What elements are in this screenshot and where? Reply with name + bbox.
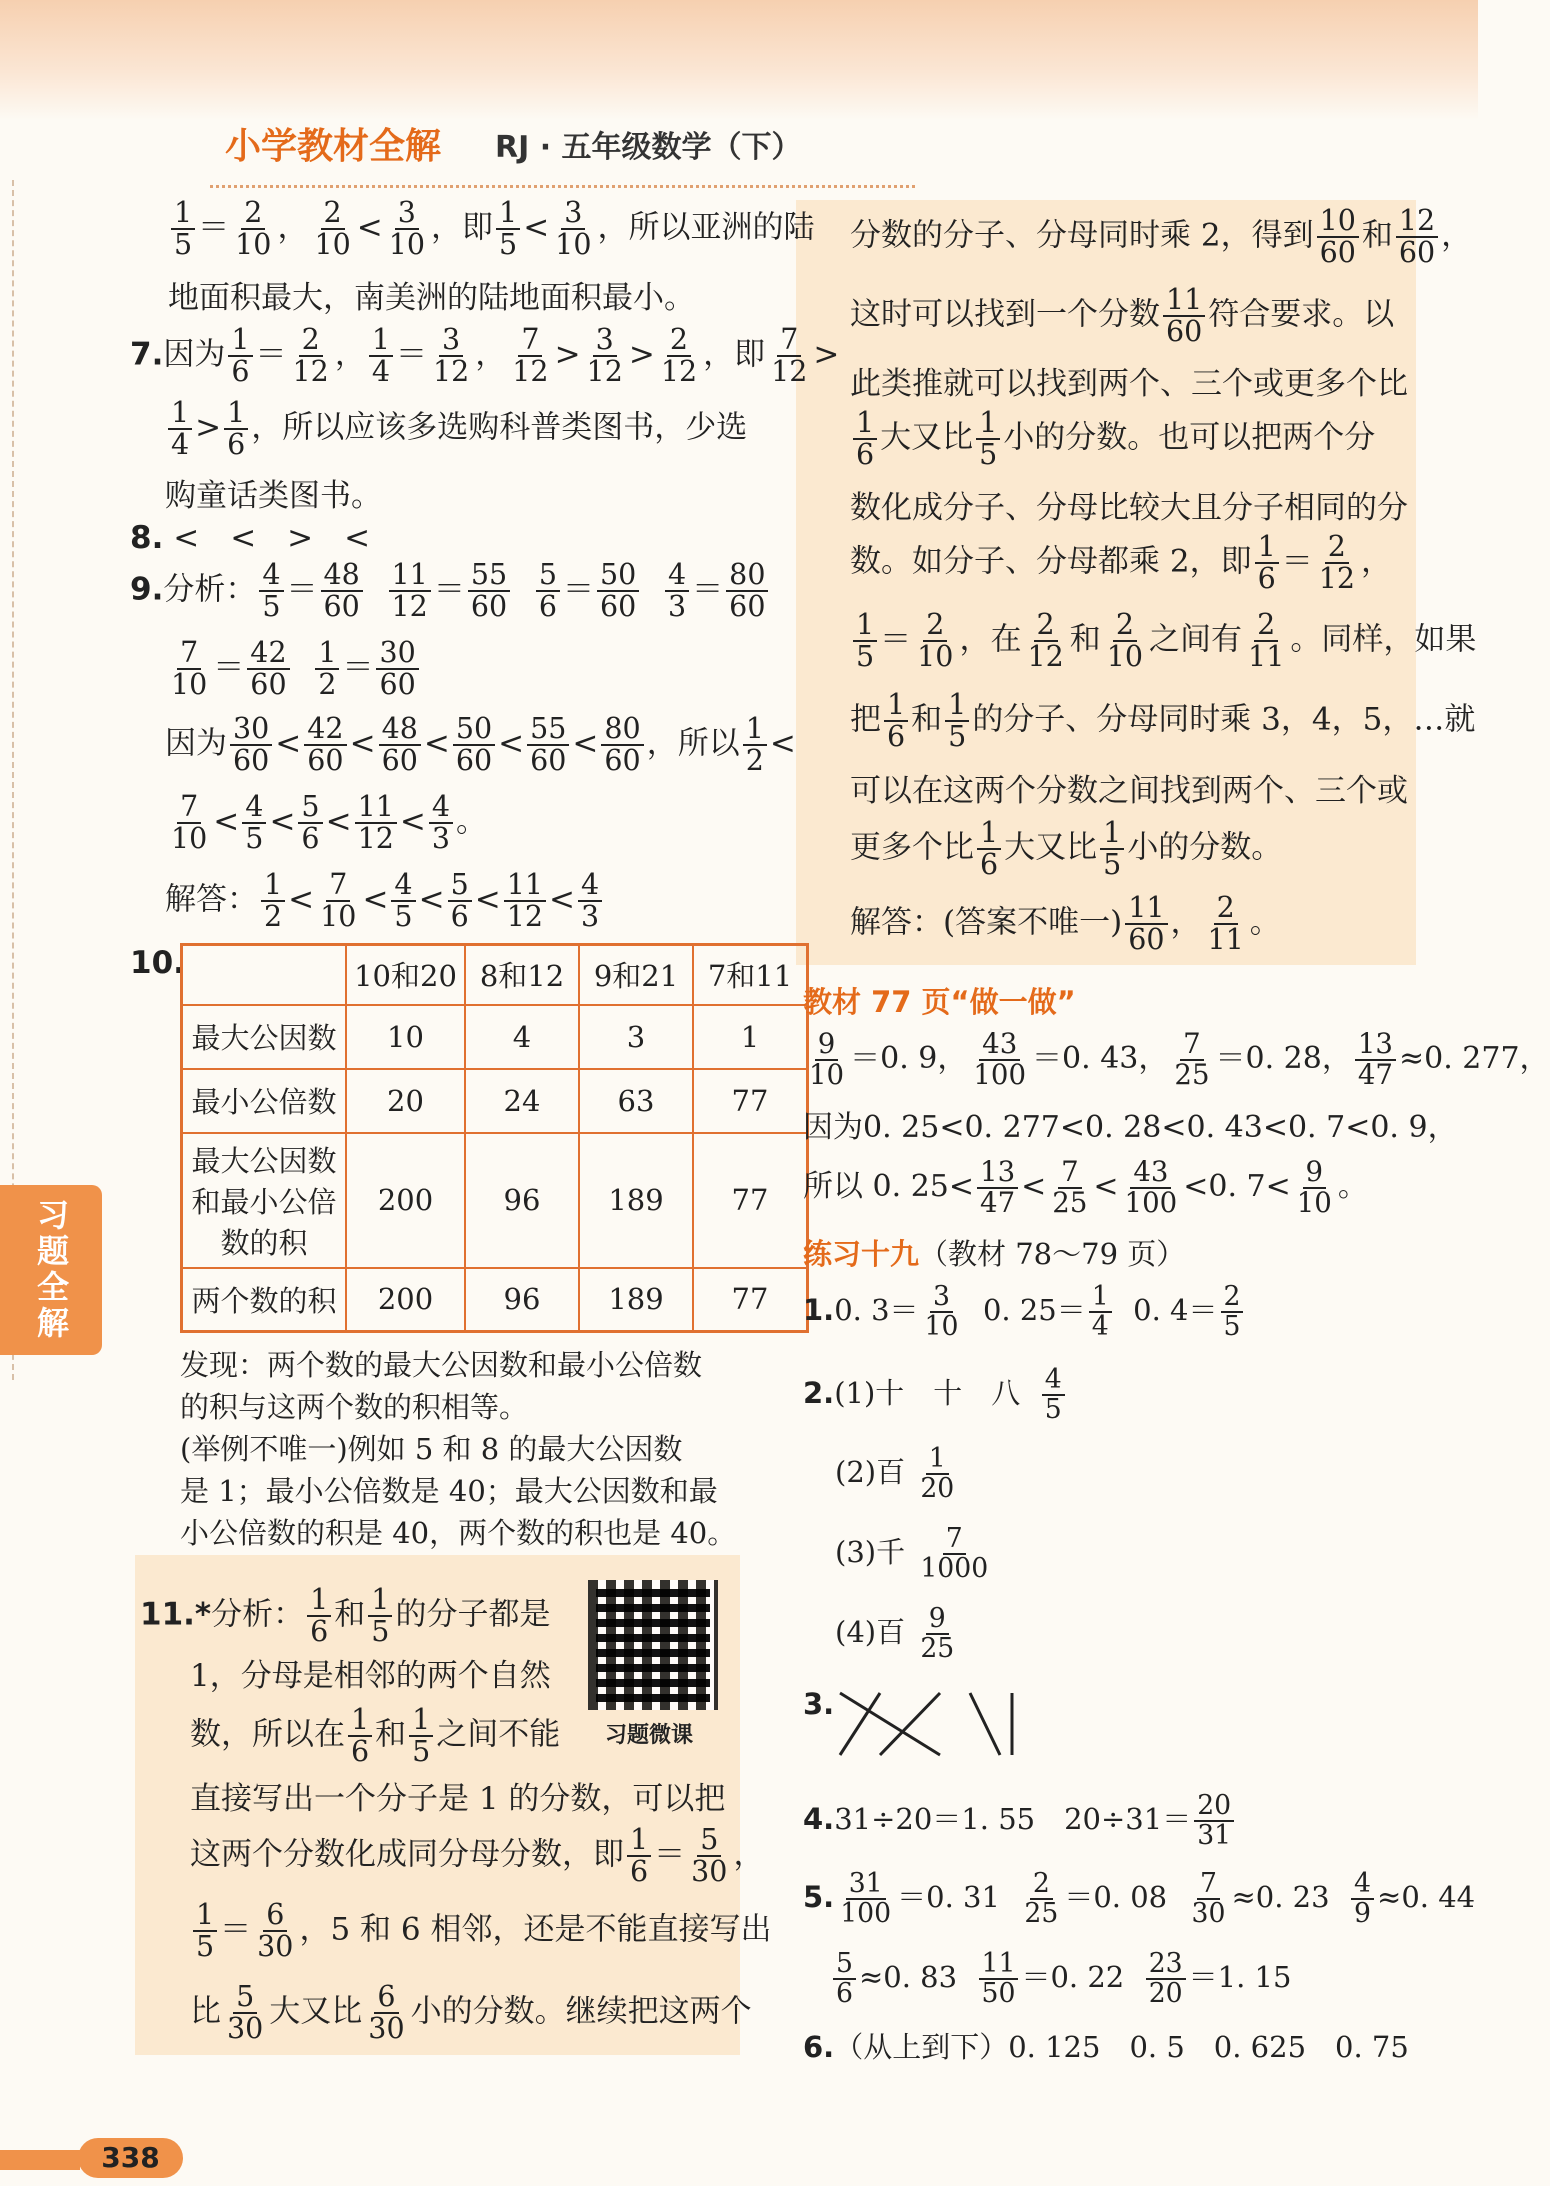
fraction: $\frac{13}{47}$: [977, 1158, 1018, 1218]
fraction: $\frac{42}{60}$: [247, 638, 289, 700]
q11-line-6: $\frac{1}{5}$ ＝ $\frac{6}{30}$ ，5 和 6 相邻，还是不能直接写出: [190, 1900, 771, 1962]
right-line-8: 把 $\frac{1}{6}$ 和 $\frac{1}{5}$ 的分子、分母同时乘 3，4，5，…就: [850, 688, 1476, 753]
fraction: $\frac{1}{5}$: [409, 1705, 433, 1767]
fraction: $\frac{1}{6}$: [224, 398, 248, 460]
exercise-19-heading: 练习十九（教材 78～79 页）: [803, 1237, 1186, 1271]
table-cell: 96: [465, 1268, 579, 1332]
fraction: $\frac{10}{60}$: [1317, 206, 1359, 268]
fraction: $\frac{1}{2}$: [261, 870, 285, 932]
q10-find-3: (举例不唯一)例如 5 和 8 的最大公因数: [180, 1432, 683, 1466]
qr-code-pattern: [596, 1588, 710, 1702]
fraction: $\frac{7}{30}$: [1191, 1868, 1226, 1930]
q10-table: [180, 943, 809, 1333]
fraction: $\frac{2}{10}$: [314, 196, 351, 261]
fraction: $\frac{2}{10}$: [917, 608, 954, 673]
fraction: $\frac{12}{60}$: [1396, 206, 1438, 268]
right-line-6: 数。如分子、分母都乘 2，即 $\frac{1}{6}$ ＝ $\frac{2}{12}$ ，: [850, 530, 1393, 595]
fraction: $\frac{80}{60}$: [726, 560, 768, 622]
q11-line-7: 比 $\frac{5}{30}$ 大又比 $\frac{6}{30}$ 小的分数。继续把这两个: [190, 1980, 752, 2045]
q11-line-2: 1，分母是相邻的两个自然: [190, 1658, 551, 1694]
fraction: $\frac{1}{5}$: [496, 198, 520, 260]
table-cell: 77: [693, 1133, 808, 1268]
e6-line: 6.（从上到下）0. 125 0. 5 0. 625 0. 75: [803, 2030, 1409, 2064]
fraction: $\frac{1}{5}$: [945, 690, 969, 752]
fraction: $\frac{11}{60}$: [1125, 893, 1167, 955]
fraction: $\frac{55}{60}$: [468, 560, 510, 622]
book-subtitle: RJ · 五年级数学（下）: [495, 130, 802, 165]
e5-line-2: $\frac{5}{6}$ ≈0. 83 $\frac{11}{50}$ ＝0. 22 $\frac{23}{20}$ ＝1. 15: [830, 1950, 1291, 2008]
fraction: $\frac{2}{11}$: [1248, 608, 1285, 673]
fraction: $\frac{6}{30}$: [257, 1898, 294, 1963]
table-cell: 77: [693, 1268, 808, 1332]
e2-line-4: (4)百 $\frac{9}{25}$: [835, 1605, 960, 1663]
fraction: $\frac{1}{2}$: [315, 638, 339, 700]
fraction: $\frac{2}{5}$: [1221, 1283, 1244, 1341]
right-line-2: 这时可以找到一个分数 $\frac{11}{60}$ 符合要求。以: [850, 283, 1395, 348]
fraction: $\frac{9}{10}$: [1296, 1155, 1332, 1219]
q10-find-1: 发现：两个数的最大公因数和最小公倍数: [180, 1348, 703, 1382]
fraction: $\frac{80}{60}$: [601, 714, 643, 776]
q11-line-1: 11.*分析： $\frac{1}{6}$ 和 $\frac{1}{5}$ 的分子都是: [140, 1583, 551, 1648]
fraction: $\frac{1}{6}$: [307, 1585, 331, 1647]
fraction: $\frac{4}{3}$: [665, 560, 689, 622]
q10-find-5: 小公倍数的积是 40，两个数的积也是 40。: [180, 1516, 737, 1550]
fraction: $\frac{1}{5}$: [1100, 818, 1124, 880]
fraction: $\frac{43}{100}$: [973, 1027, 1027, 1091]
fraction: $\frac{11}{60}$: [1163, 285, 1205, 347]
fraction: $\frac{9}{10}$: [809, 1027, 845, 1091]
fraction: $\frac{1}{6}$: [884, 690, 908, 752]
right-line-9: 可以在这两个分数之间找到两个、三个或: [850, 773, 1408, 809]
s77-line-3: 所以 0. 25< $\frac{13}{47}$ < $\frac{7}{25}$ < $\frac{43}{100}$ <0. 7< $\frac{9}{10}$ 。: [803, 1155, 1368, 1219]
s77-line-2: 因为0. 25<0. 277<0. 28<0. 43<0. 7<0. 9，: [803, 1110, 1458, 1145]
fraction: $\frac{2}{12}$: [1318, 530, 1356, 595]
fraction: $\frac{4}{3}$: [429, 792, 453, 854]
q11-line-4: 直接写出一个分子是 1 的分数，可以把: [190, 1781, 726, 1817]
q9-line-1: 9.分析： $\frac{4}{5}$ ＝ $\frac{48}{60}$ $\frac{11}{12}$ ＝ $\frac{55}{60}$ $\frac{5}{6}$ ＝ $\frac{50}{60}$ $\frac{4}{3}$ ＝ $\frac{80}{60}$: [130, 560, 771, 622]
header-rule: [210, 185, 915, 188]
fraction: $\frac{1}{4}$: [168, 398, 192, 460]
fraction: $\frac{1}{4}$: [1089, 1283, 1112, 1341]
table-cell: 20: [346, 1069, 465, 1133]
fraction: $\frac{1}{4}$: [369, 325, 393, 387]
fraction: $\frac{1}{6}$: [1255, 532, 1279, 594]
fraction: $\frac{2}{12}$: [292, 323, 329, 388]
qr-label: 习题微课: [605, 1723, 694, 1748]
table-cell: 200: [346, 1268, 465, 1332]
table-cell: 24: [465, 1069, 579, 1133]
fraction: $\frac{13}{47}$: [1355, 1030, 1396, 1090]
fraction: $\frac{7}{12}$: [512, 323, 549, 388]
table-header: 10和20: [346, 945, 465, 1005]
q7-line-2: $\frac{1}{4}$ > $\frac{1}{6}$ ，所以应该多选购科普类图书，少选: [165, 398, 747, 460]
fraction: $\frac{4}{3}$: [578, 870, 602, 932]
q8-line: 8. < < > <: [130, 520, 371, 556]
q9-answer: 解答： $\frac{1}{2}$ < $\frac{7}{10}$ < $\frac{4}{5}$ < $\frac{5}{6}$ < $\frac{11}{12}$ < $\frac{4}{3}$: [165, 870, 605, 932]
table-cell: 最大公因数和最小公倍数的积: [182, 1133, 347, 1268]
table-header: 8和12: [465, 945, 579, 1005]
fraction: $\frac{9}{25}$: [920, 1603, 955, 1665]
fraction: $\frac{1}{5}$: [368, 1585, 392, 1647]
table-cell: 200: [346, 1133, 465, 1268]
fraction: $\frac{1}{5}$: [171, 198, 195, 260]
fraction: $\frac{30}{60}$: [376, 638, 418, 700]
fraction: $\frac{11}{12}$: [504, 870, 546, 932]
fraction: $\frac{2}{10}$: [235, 196, 272, 261]
fraction: $\frac{20}{31}$: [1194, 1792, 1234, 1850]
fraction: $\frac{4}{5}$: [1042, 1366, 1065, 1424]
fraction: $\frac{2}{12}$: [1027, 608, 1064, 673]
page-number: 338: [78, 2138, 183, 2178]
table-cell: 两个数的积: [182, 1268, 347, 1332]
table-cell: 3: [579, 1005, 693, 1069]
left-line-2: 地面积最大，南美洲的陆地面积最小。: [168, 280, 695, 316]
fraction: $\frac{1}{5}$: [976, 408, 1000, 470]
fraction: $\frac{11}{12}$: [389, 560, 431, 622]
e3-matching-lines: [830, 1685, 1030, 1760]
fraction: $\frac{7}{10}$: [320, 868, 357, 933]
fraction: $\frac{11}{50}$: [979, 1950, 1019, 2008]
table-cell: 189: [579, 1133, 693, 1268]
table-cell: 最小公倍数: [182, 1069, 347, 1133]
q10-number: 10.: [130, 945, 185, 981]
fraction: $\frac{55}{60}$: [527, 714, 569, 776]
fraction: $\frac{5}{6}$: [536, 560, 560, 622]
fraction: $\frac{3}{10}$: [555, 196, 592, 261]
right-line-7: $\frac{1}{5}$ ＝ $\frac{2}{10}$ ，在 $\frac{2}{12}$ 和 $\frac{2}{10}$ 之间有 $\frac{2}{11}$ 。同样，如果: [850, 610, 1476, 672]
fraction: $\frac{48}{60}$: [321, 560, 363, 622]
fraction: $\frac{3}{10}$: [924, 1281, 959, 1343]
fraction: $\frac{2}{11}$: [1207, 891, 1244, 956]
fraction: $\frac{5}{6}$: [298, 792, 322, 854]
fraction: $\frac{7}{10}$: [171, 790, 208, 855]
fraction: $\frac{5}{6}$: [448, 870, 472, 932]
fraction: $\frac{1}{6}$: [627, 1825, 651, 1887]
fraction: $\frac{4}{5}$: [391, 870, 415, 932]
fraction: $\frac{1}{6}$: [853, 408, 877, 470]
table-cell: 最大公因数: [182, 1005, 347, 1069]
q9-line-2: $\frac{7}{10}$ ＝ $\frac{42}{60}$ $\frac{1}{2}$ ＝ $\frac{30}{60}$: [165, 638, 422, 700]
table-header: 7和11: [693, 945, 808, 1005]
fraction: $\frac{48}{60}$: [379, 714, 421, 776]
fraction: $\frac{1}{5}$: [193, 1900, 217, 1962]
fraction: $\frac{1}{6}$: [348, 1705, 372, 1767]
fraction: $\frac{3}{10}$: [388, 196, 426, 261]
table-cell: 189: [579, 1268, 693, 1332]
q7-line-1: 7.因为 $\frac{1}{6}$ ＝ $\frac{2}{12}$ ， $\frac{1}{4}$ ＝ $\frac{3}{12}$ ， $\frac{7}{12}$ > $\frac{3}{12}$ > $\frac{2}{12}$ ，即 $\frac{7}{12}$ >: [130, 323, 840, 388]
right-line-4: $\frac{1}{6}$ 大又比 $\frac{1}{5}$ 小的分数。也可以把两个分: [850, 408, 1375, 470]
fraction: $\frac{50}{60}$: [453, 714, 495, 776]
e2-line-1: 2.(1)十 十 八 $\frac{4}{5}$: [803, 1366, 1068, 1424]
fraction: $\frac{5}{30}$: [691, 1823, 728, 1888]
fraction: $\frac{6}{30}$: [368, 1980, 405, 2045]
header-band: [0, 0, 1478, 120]
table-header: 9和21: [579, 945, 693, 1005]
fraction: $\frac{1}{6}$: [977, 818, 1001, 880]
fraction: $\frac{1}{20}$: [920, 1443, 955, 1505]
side-tab[interactable]: 习题全解: [0, 1185, 102, 1355]
fraction: $\frac{5}{30}$: [227, 1980, 264, 2045]
section-77-heading: 教材 77 页“做一做”: [803, 985, 1076, 1019]
right-line-3: 此类推就可以找到两个、三个或更多个比: [850, 366, 1408, 402]
footer-bar: [0, 2150, 80, 2170]
s77-line-1: $\frac{9}{10}$ ＝0. 9， $\frac{43}{100}$ ＝0. 43， $\frac{7}{25}$ ＝0. 28， $\frac{13}{47}$ ≈0. 277，: [803, 1030, 1550, 1090]
table-cell: 96: [465, 1133, 579, 1268]
q10-find-2: 的积与这两个数的积相等。: [180, 1390, 529, 1424]
fraction: $\frac{7}{1000}$: [920, 1523, 989, 1585]
fraction: $\frac{30}{60}$: [230, 714, 272, 776]
fraction: $\frac{1}{5}$: [853, 610, 877, 672]
fraction: $\frac{7}{10}$: [171, 636, 208, 701]
table-header: [182, 945, 347, 1005]
fraction: $\frac{42}{60}$: [304, 714, 346, 776]
q11-line-3: 数，所以在 $\frac{1}{6}$ 和 $\frac{1}{5}$ 之间不能: [190, 1703, 561, 1768]
e1-line: 1.0. 3＝ $\frac{3}{10}$ 0. 25＝ $\frac{1}{4}$ 0. 4＝ $\frac{2}{5}$: [803, 1283, 1246, 1341]
e2-line-3: (3)千 $\frac{7}{1000}$: [835, 1525, 994, 1583]
fraction: $\frac{2}{12}$: [660, 323, 698, 388]
fraction: $\frac{31}{100}$: [840, 1868, 892, 1930]
fraction: $\frac{3}{12}$: [432, 323, 470, 388]
q9-line-4: $\frac{7}{10}$ < $\frac{4}{5}$ < $\frac{5}{6}$ < $\frac{11}{12}$ < $\frac{4}{3}$ 。: [165, 792, 487, 854]
right-line-10: 更多个比 $\frac{1}{6}$ 大又比 $\frac{1}{5}$ 小的分数。: [850, 816, 1283, 881]
fraction: $\frac{4}{5}$: [242, 792, 266, 854]
fraction: $\frac{5}{6}$: [833, 1950, 856, 2008]
right-line-5: 数化成分子、分母比较大且分子相同的分: [850, 490, 1408, 526]
fraction: $\frac{7}{12}$: [771, 323, 808, 388]
q10-find-4: 是 1；最小公倍数是 40；最大公因数和最: [180, 1474, 718, 1508]
table-cell: 10: [346, 1005, 465, 1069]
table-cell: 4: [465, 1005, 579, 1069]
e2-line-2: (2)百 $\frac{1}{20}$: [835, 1445, 960, 1503]
fraction: $\frac{23}{20}$: [1146, 1950, 1186, 2008]
e3-number: 3.: [803, 1687, 835, 1721]
left-line-1: $\frac{1}{5}$ ＝ $\frac{2}{10}$ ， $\frac{2}{10}$ < $\frac{3}{10}$ ，即 $\frac{1}{5}$ < $\frac{3}{10}$ ，所以亚洲的陆: [168, 198, 814, 260]
fraction: $\frac{7}{25}$: [1052, 1155, 1088, 1219]
right-answer: 解答：(答案不唯一) $\frac{11}{60}$ ， $\frac{2}{11}$ 。: [850, 891, 1281, 956]
fraction: $\frac{1}{6}$: [228, 325, 252, 387]
q11-line-5: 这两个分数化成同分母分数，即 $\frac{1}{6}$ ＝ $\frac{5}{30}$ ，: [190, 1823, 765, 1888]
fraction: $\frac{7}{25}$: [1174, 1027, 1210, 1091]
fraction: $\frac{2}{10}$: [1106, 608, 1144, 673]
fraction: $\frac{1}{2}$: [743, 714, 767, 776]
e5-line-1: 5. $\frac{31}{100}$ ＝0. 31 $\frac{2}{25}$ ＝0. 08 $\frac{7}{30}$ ≈0. 23 $\frac{4}{9}$ ≈0. 44: [803, 1868, 1476, 1930]
table-cell: 63: [579, 1069, 693, 1133]
q7-line-3: 购童话类图书。: [165, 478, 382, 514]
fraction: $\frac{50}{60}$: [597, 560, 639, 622]
table-cell: 1: [693, 1005, 808, 1069]
q9-line-3: 因为 $\frac{30}{60}$ < $\frac{42}{60}$ < $\frac{48}{60}$ < $\frac{50}{60}$ < $\frac{55}{60}$ < $\frac{80}{60}$ ，所以 $\frac{1}{2}$ <: [165, 712, 796, 777]
fraction: $\frac{2}{25}$: [1024, 1868, 1059, 1930]
right-line-1: 分数的分子、分母同时乘 2，得到 $\frac{10}{60}$ 和 $\frac{12}{60}$ ，: [850, 204, 1473, 269]
fraction: $\frac{43}{100}$: [1124, 1155, 1178, 1219]
table-cell: 77: [693, 1069, 808, 1133]
e4-line: 4.31÷20＝1. 55 20÷31＝ $\frac{20}{31}$: [803, 1792, 1237, 1850]
fraction: $\frac{4}{9}$: [1351, 1870, 1374, 1928]
fraction: $\frac{11}{12}$: [355, 792, 397, 854]
fraction: $\frac{4}{5}$: [259, 560, 283, 622]
book-title: 小学教材全解: [225, 126, 442, 167]
fraction: $\frac{3}{12}$: [586, 323, 623, 388]
